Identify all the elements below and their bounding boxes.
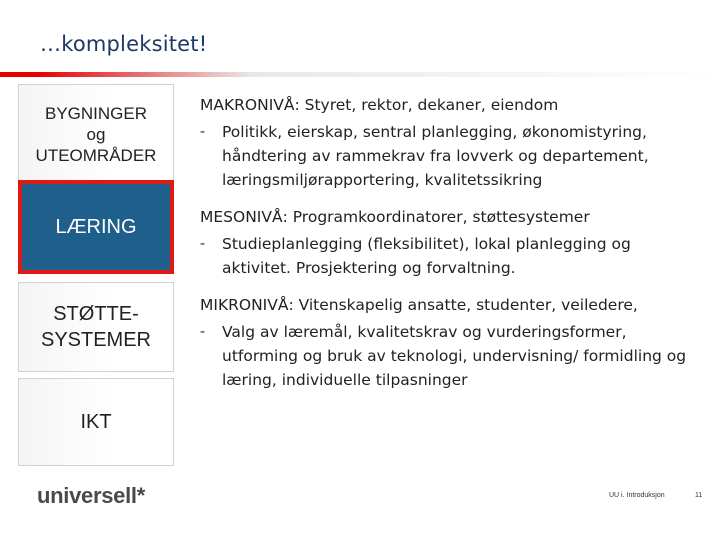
box-label-line: LÆRING (55, 215, 137, 238)
level-heading: MESONIVÅ: Programkoordinatorer, støttesystemer (200, 208, 590, 226)
level-bullet (200, 232, 700, 280)
universell-logo: universell* (37, 483, 145, 508)
level-heading: MIKRONIVÅ: Vitenskapelig ansatte, studenter, veiledere, (200, 296, 638, 314)
bullet-text: Politikk, eierskap, sentral planlegging, økonomistyring, håndtering av rammekrav fra lovverk og departement, læringsmiljørapportering, kvalitetssikring (222, 123, 649, 189)
slide-title: …kompleksitet! (40, 32, 208, 56)
bullet-marker: - (200, 124, 206, 140)
bullet-marker: - (200, 324, 206, 340)
box-label-line: STØTTE- (53, 303, 139, 325)
level-bullet (200, 320, 700, 392)
category-box-buildings (18, 84, 174, 184)
footer-text: UU i. Introduksjon (609, 492, 665, 499)
category-box-learning (18, 180, 174, 274)
bullet-text: Studieplanlegging (fleksibilitet), lokal planlegging og aktivitet. Prosjektering og forvaltning. (222, 235, 631, 277)
levels-list (200, 94, 700, 406)
level-meso (200, 206, 700, 280)
box-label-line: og (86, 124, 106, 144)
level-macro (200, 94, 700, 192)
level-bullet (200, 120, 700, 192)
category-box-support-systems (18, 282, 174, 372)
level-micro (200, 294, 700, 392)
box-label-line: UTEOMRÅDER (35, 145, 157, 165)
box-label-line: SYSTEMER (40, 329, 152, 351)
box-label-line: BYGNINGER (44, 103, 148, 123)
box-label-line: IKT (80, 410, 112, 433)
bullet-marker: - (200, 236, 206, 252)
page-number: 11 (695, 492, 703, 499)
bullet-text: Valg av læremål, kvalitetskrav og vurderingsformer, utforming og bruk av teknologi, undervisning/ formidling og læring, individuelle tilpasninger (222, 323, 687, 389)
title-divider (0, 72, 720, 77)
level-heading: MAKRONIVÅ: Styret, rektor, dekaner, eiendom (200, 96, 559, 114)
category-box-ict (18, 378, 174, 466)
